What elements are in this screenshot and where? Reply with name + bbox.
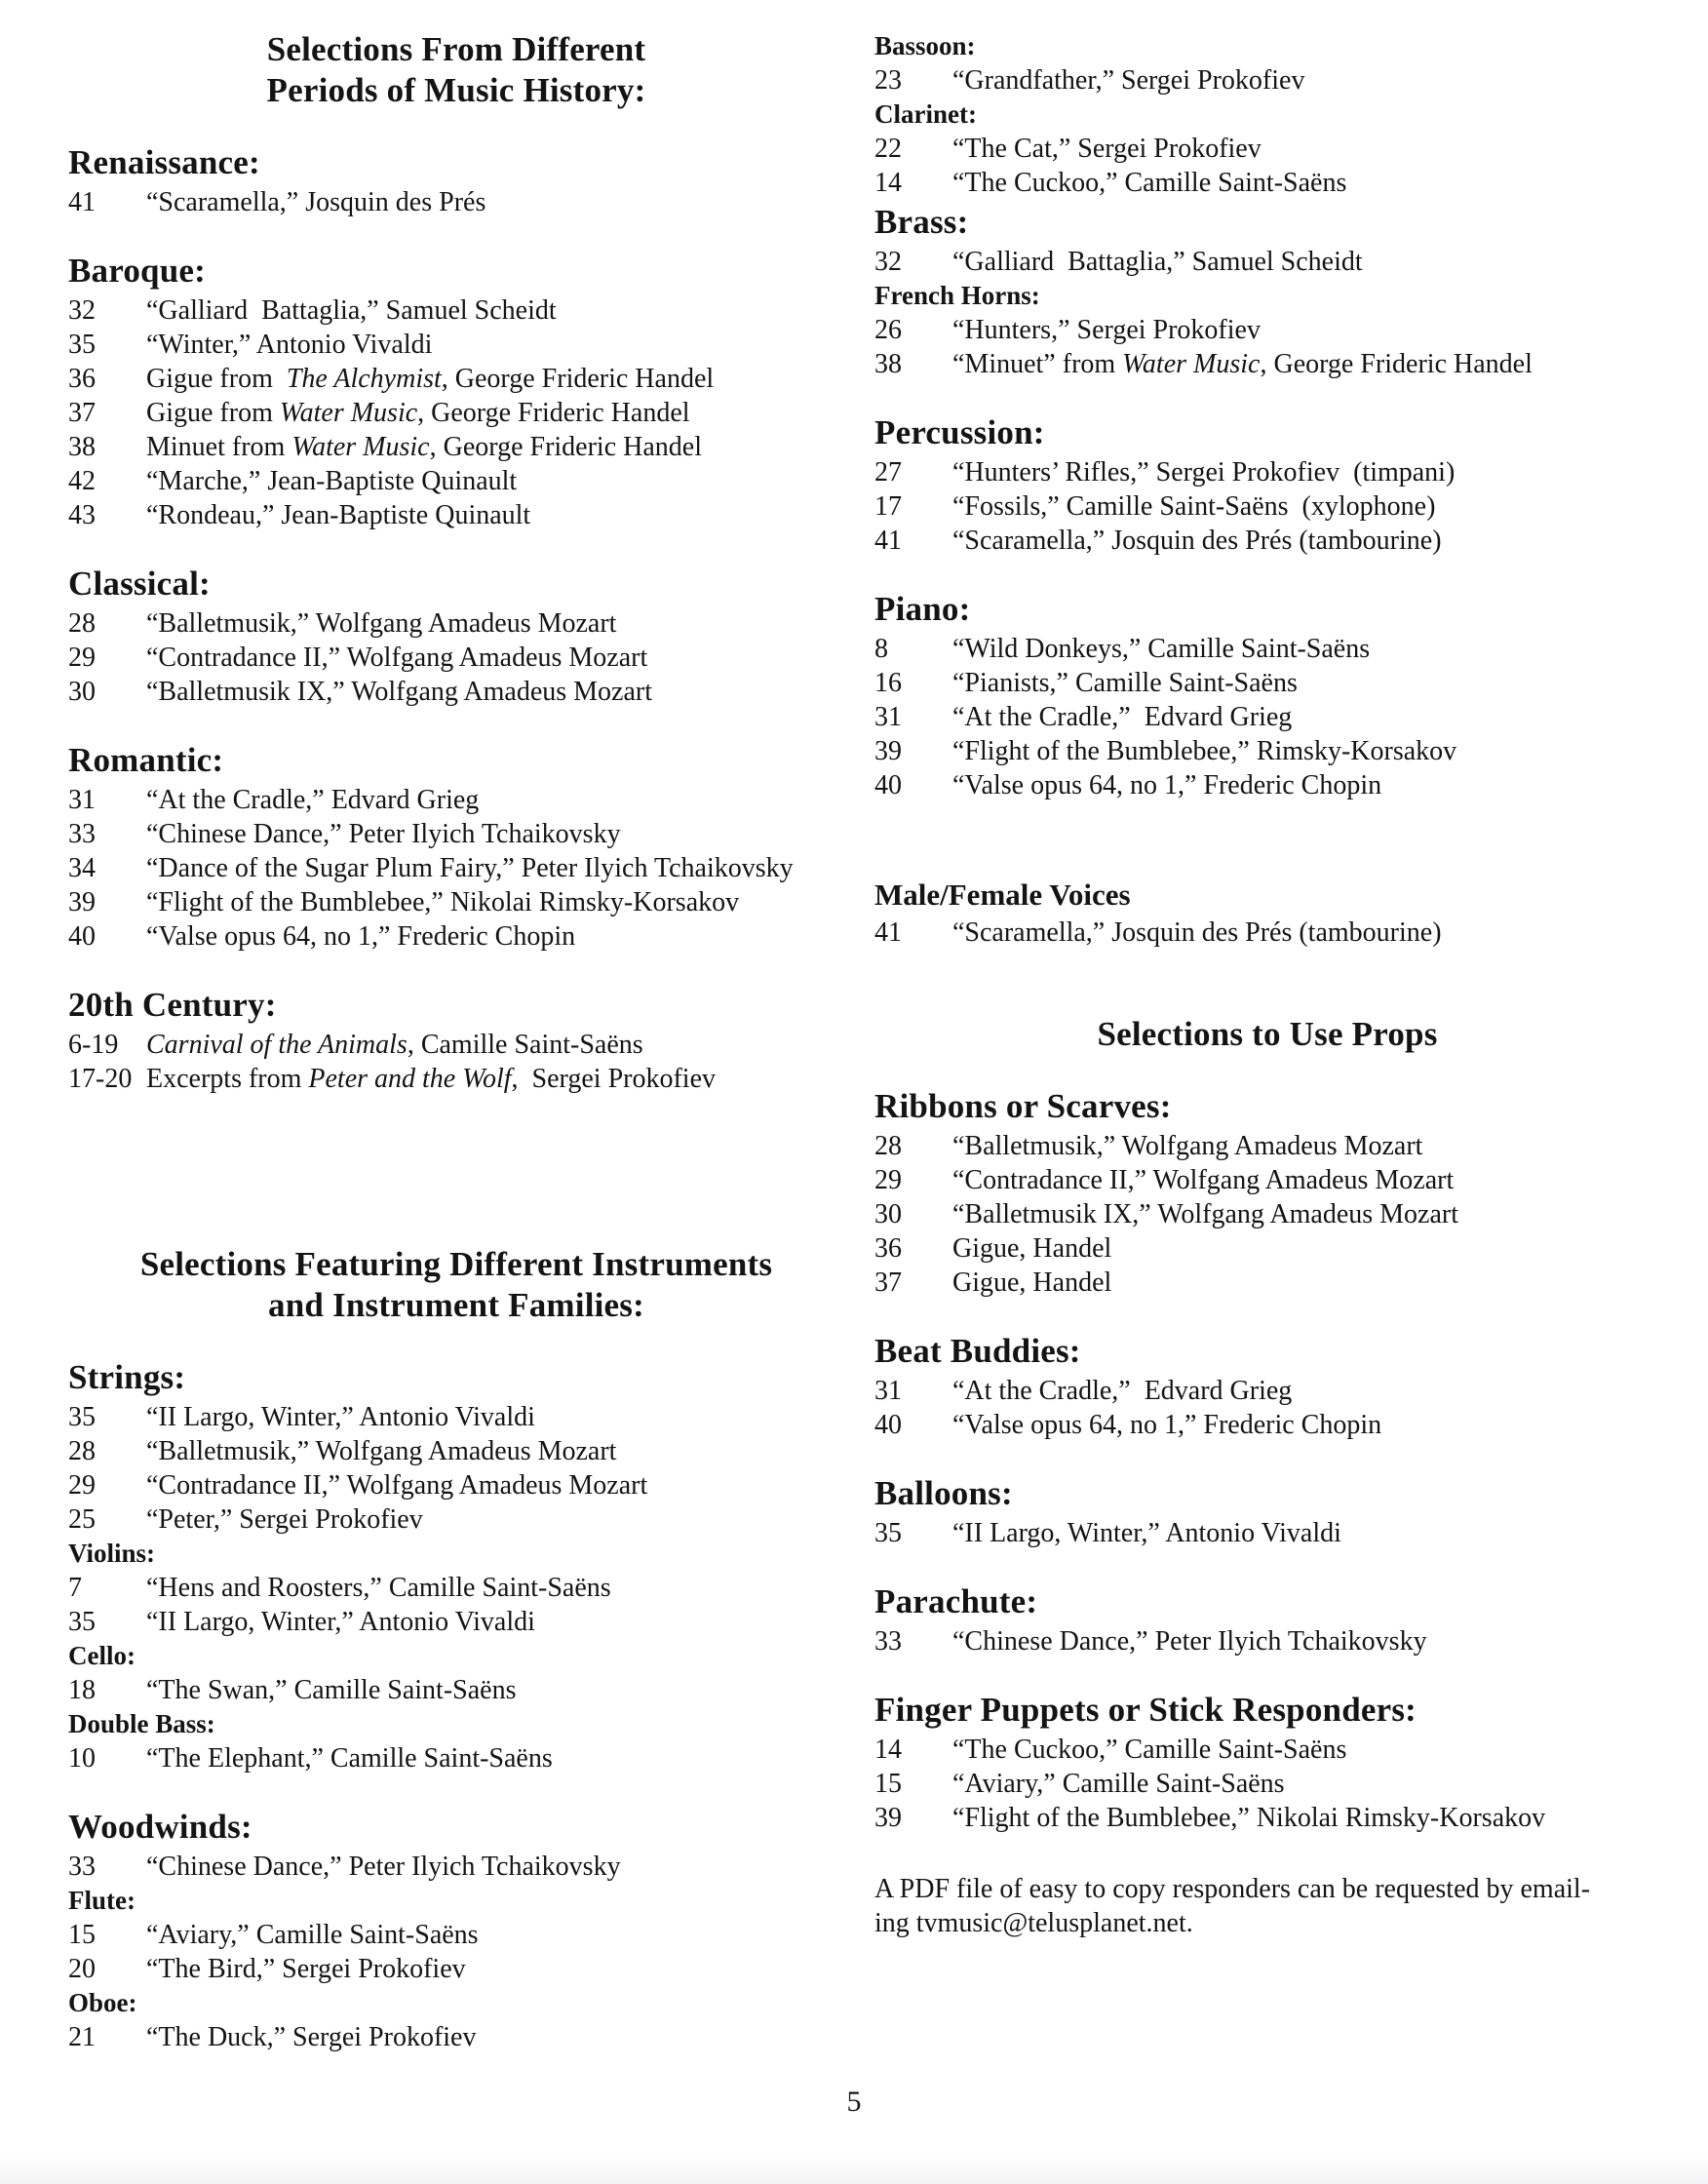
list-item bbox=[68, 1918, 844, 1952]
item-text: Minuet from Water Music, George Frideric Handel bbox=[146, 432, 702, 462]
list-item bbox=[874, 1767, 1660, 1801]
heading-male-female-voices: Male/Female Voices bbox=[874, 878, 1131, 912]
list-item bbox=[68, 885, 844, 919]
item-text: “The Cuckoo,” Camille Saint-Saëns bbox=[952, 1735, 1347, 1765]
item-text: “Scaramella,” Josquin des Prés (tambourine) bbox=[952, 526, 1442, 556]
item-text: “Scaramella,” Josquin des Prés bbox=[146, 187, 486, 217]
item-page-ref: 35 bbox=[874, 1518, 902, 1548]
item-text: “At the Cradle,” Edvard Grieg bbox=[952, 702, 1293, 732]
item-page-ref: 35 bbox=[68, 1402, 96, 1432]
heading-woodwinds: Woodwinds: bbox=[68, 1808, 252, 1846]
section-title-line: Selections to Use Props bbox=[1097, 1015, 1438, 1053]
heading-french-horns: French Horns: bbox=[874, 281, 1040, 310]
list-item bbox=[68, 1850, 844, 1884]
left-column bbox=[68, 29, 844, 2054]
item-page-ref: 28 bbox=[874, 1131, 902, 1161]
item-text: “II Largo, Winter,” Antonio Vivaldi bbox=[952, 1518, 1341, 1548]
item-page-ref: 40 bbox=[874, 770, 902, 800]
heading-ribbons-or-scarves: Ribbons or Scarves: bbox=[874, 1087, 1172, 1125]
list-item bbox=[874, 1624, 1660, 1658]
item-page-ref: 38 bbox=[874, 349, 902, 379]
list-item bbox=[874, 313, 1660, 347]
item-text: “Grandfather,” Sergei Prokofiev bbox=[952, 65, 1305, 96]
item-page-ref: 14 bbox=[874, 168, 902, 198]
section-title-line: and Instrument Families: bbox=[268, 1286, 644, 1324]
item-text: “Chinese Dance,” Peter Ilyich Tchaikovsky bbox=[146, 1852, 621, 1882]
item-text: “Aviary,” Camille Saint-Saëns bbox=[146, 1920, 479, 1950]
item-text: “Winter,” Antonio Vivaldi bbox=[146, 330, 433, 360]
list-item bbox=[874, 524, 1660, 558]
item-page-ref: 40 bbox=[874, 1410, 902, 1440]
list-item bbox=[874, 1129, 1660, 1163]
item-text: “Rondeau,” Jean-Baptiste Quinault bbox=[146, 500, 531, 530]
list-item bbox=[874, 132, 1660, 166]
item-page-ref: 29 bbox=[68, 1470, 96, 1501]
item-page-ref: 15 bbox=[874, 1769, 902, 1799]
list-item bbox=[68, 1673, 844, 1707]
section-title-selections-featuring-different-instruments bbox=[68, 1244, 844, 1326]
item-text: “Peter,” Sergei Prokofiev bbox=[146, 1504, 423, 1535]
item-page-ref: 32 bbox=[68, 295, 96, 326]
item-text: “Dance of the Sugar Plum Fairy,” Peter Ilyich Tchaikovsky bbox=[146, 853, 794, 883]
section-title-selections-to-use-props bbox=[874, 1014, 1660, 1055]
heading-percussion: Percussion: bbox=[874, 413, 1045, 451]
section-title-line: Selections From Different bbox=[266, 30, 646, 68]
list-item bbox=[68, 293, 844, 328]
list-item bbox=[68, 328, 844, 362]
list-item bbox=[874, 1408, 1660, 1442]
item-text: “The Bird,” Sergei Prokofiev bbox=[146, 1954, 466, 1984]
item-page-ref: 14 bbox=[874, 1735, 902, 1765]
heading-flute: Flute: bbox=[68, 1886, 136, 1915]
list-item bbox=[874, 1163, 1660, 1197]
item-page-ref: 35 bbox=[68, 1607, 96, 1637]
list-item bbox=[874, 1733, 1660, 1767]
item-text: “The Elephant,” Camille Saint-Saëns bbox=[146, 1743, 553, 1774]
item-page-ref: 29 bbox=[874, 1165, 902, 1195]
heading-oboe: Oboe: bbox=[68, 1988, 137, 2017]
list-item bbox=[874, 666, 1660, 700]
item-page-ref: 27 bbox=[874, 457, 902, 488]
list-item bbox=[68, 464, 844, 498]
heading-bassoon: Bassoon: bbox=[874, 31, 976, 60]
item-text: “Flight of the Bumblebee,” Nikolai Rimsky-Korsakov bbox=[146, 887, 740, 917]
list-item bbox=[68, 851, 844, 885]
heading-finger-puppets-or-stick-responders: Finger Puppets or Stick Responders: bbox=[874, 1691, 1417, 1729]
item-text: “At the Cradle,” Edvard Grieg bbox=[952, 1376, 1293, 1406]
item-page-ref: 33 bbox=[874, 1626, 902, 1657]
heading-clarinet: Clarinet: bbox=[874, 99, 977, 129]
item-text: “Hens and Roosters,” Camille Saint-Saëns bbox=[146, 1573, 611, 1603]
heading-romantic: Romantic: bbox=[68, 741, 224, 779]
list-item bbox=[874, 768, 1660, 802]
heading-brass: Brass: bbox=[874, 203, 969, 241]
list-item bbox=[68, 1028, 844, 1062]
list-item bbox=[68, 1468, 844, 1502]
heading-renaissance: Renaissance: bbox=[68, 143, 260, 181]
page-number: 5 bbox=[846, 2086, 862, 2118]
list-item bbox=[68, 362, 844, 396]
item-page-ref: 34 bbox=[68, 853, 96, 883]
list-item bbox=[68, 675, 844, 709]
footer-note bbox=[874, 1872, 1660, 1940]
item-page-ref: 30 bbox=[874, 1199, 902, 1229]
item-page-ref: 36 bbox=[874, 1233, 902, 1264]
item-page-ref: 40 bbox=[68, 921, 96, 952]
list-item bbox=[68, 396, 844, 430]
item-text: “II Largo, Winter,” Antonio Vivaldi bbox=[146, 1402, 535, 1432]
list-item bbox=[68, 783, 844, 817]
list-item bbox=[68, 430, 844, 464]
item-page-ref: 16 bbox=[874, 668, 902, 698]
item-text: Gigue, Handel bbox=[952, 1233, 1112, 1264]
list-item bbox=[874, 1197, 1660, 1231]
item-page-ref: 17-20 bbox=[68, 1064, 133, 1094]
item-page-ref: 31 bbox=[68, 785, 96, 815]
item-page-ref: 36 bbox=[68, 364, 96, 394]
item-page-ref: 41 bbox=[68, 187, 96, 217]
item-text: “Minuet” from Water Music, George Frideric Handel bbox=[952, 349, 1533, 379]
list-item bbox=[68, 1502, 844, 1537]
list-item bbox=[68, 1605, 844, 1639]
heading-beat-buddies: Beat Buddies: bbox=[874, 1332, 1081, 1370]
item-text: “Valse opus 64, no 1,” Frederic Chopin bbox=[952, 770, 1382, 800]
item-page-ref: 38 bbox=[68, 432, 96, 462]
heading-double-bass: Double Bass: bbox=[68, 1709, 215, 1738]
item-page-ref: 31 bbox=[874, 1376, 902, 1406]
item-text: “Wild Donkeys,” Camille Saint-Saëns bbox=[952, 634, 1371, 664]
heading-20th-century: 20th Century: bbox=[68, 986, 277, 1024]
item-text: “Marche,” Jean-Baptiste Quinault bbox=[146, 466, 518, 496]
item-text: Carnival of the Animals, Camille Saint-Saëns bbox=[146, 1030, 643, 1060]
item-page-ref: 31 bbox=[874, 702, 902, 732]
item-page-ref: 32 bbox=[874, 247, 902, 277]
list-item bbox=[874, 166, 1660, 200]
item-page-ref: 25 bbox=[68, 1504, 96, 1535]
item-text: “II Largo, Winter,” Antonio Vivaldi bbox=[146, 1607, 535, 1637]
heading-parachute: Parachute: bbox=[874, 1582, 1038, 1620]
item-text: “At the Cradle,” Edvard Grieg bbox=[146, 785, 480, 815]
list-item bbox=[68, 606, 844, 641]
heading-cello: Cello: bbox=[68, 1641, 136, 1670]
list-item bbox=[874, 245, 1660, 279]
footer-note-line: A PDF file of easy to copy responders can be requested by email- bbox=[874, 1874, 1591, 1904]
item-text: “Pianists,” Camille Saint-Saëns bbox=[952, 668, 1298, 698]
item-text: “Chinese Dance,” Peter Ilyich Tchaikovsky bbox=[952, 1626, 1427, 1657]
item-page-ref: 10 bbox=[68, 1743, 96, 1774]
list-item bbox=[68, 919, 844, 954]
list-item bbox=[874, 916, 1660, 950]
list-item bbox=[874, 1231, 1660, 1266]
item-page-ref: 15 bbox=[68, 1920, 96, 1950]
list-item bbox=[874, 734, 1660, 768]
item-page-ref: 41 bbox=[874, 526, 902, 556]
item-text: “The Cat,” Sergei Prokofiev bbox=[952, 134, 1262, 164]
item-page-ref: 17 bbox=[874, 491, 902, 522]
item-page-ref: 43 bbox=[68, 500, 96, 530]
item-text: “Galliard Battaglia,” Samuel Scheidt bbox=[952, 247, 1363, 277]
item-text: “Balletmusik,” Wolfgang Amadeus Mozart bbox=[146, 608, 617, 639]
list-item bbox=[68, 817, 844, 851]
heading-baroque: Baroque: bbox=[68, 252, 206, 290]
list-item bbox=[874, 1801, 1660, 1835]
item-text: “Balletmusik IX,” Wolfgang Amadeus Mozart bbox=[952, 1199, 1458, 1229]
item-text: “Valse opus 64, no 1,” Frederic Chopin bbox=[146, 921, 576, 952]
item-text: Gigue from Water Music, George Frideric Handel bbox=[146, 398, 690, 428]
list-item bbox=[68, 1952, 844, 1986]
item-text: “The Duck,” Sergei Prokofiev bbox=[146, 2022, 477, 2052]
footer-note-line: ing tvmusic@telusplanet.net. bbox=[874, 1908, 1193, 1938]
section-title-line: Periods of Music History: bbox=[266, 71, 646, 109]
list-item bbox=[874, 700, 1660, 734]
item-page-ref: 39 bbox=[874, 736, 902, 766]
item-page-ref: 37 bbox=[874, 1268, 902, 1298]
list-item bbox=[68, 185, 844, 219]
heading-violins: Violins: bbox=[68, 1539, 156, 1568]
item-page-ref: 30 bbox=[68, 677, 96, 707]
list-item bbox=[68, 1400, 844, 1434]
list-item bbox=[68, 2020, 844, 2054]
item-text: “Balletmusik,” Wolfgang Amadeus Mozart bbox=[952, 1131, 1423, 1161]
item-page-ref: 7 bbox=[68, 1573, 82, 1603]
item-page-ref: 39 bbox=[68, 887, 96, 917]
list-item bbox=[874, 63, 1660, 98]
item-text: “Hunters,” Sergei Prokofiev bbox=[952, 315, 1261, 345]
item-page-ref: 39 bbox=[874, 1803, 902, 1833]
item-page-ref: 42 bbox=[68, 466, 96, 496]
list-item bbox=[874, 1266, 1660, 1300]
item-page-ref: 6-19 bbox=[68, 1030, 119, 1060]
list-item bbox=[874, 455, 1660, 489]
item-text: “Flight of the Bumblebee,” Nikolai Rimsky-Korsakov bbox=[952, 1803, 1546, 1833]
list-item bbox=[68, 1571, 844, 1605]
item-page-ref: 18 bbox=[68, 1675, 96, 1705]
item-text: “Flight of the Bumblebee,” Rimsky-Korsakov bbox=[952, 736, 1457, 766]
item-text: “Valse opus 64, no 1,” Frederic Chopin bbox=[952, 1410, 1382, 1440]
heading-classical: Classical: bbox=[68, 565, 211, 603]
item-text: “Contradance II,” Wolfgang Amadeus Mozart bbox=[952, 1165, 1455, 1195]
item-text: “The Swan,” Camille Saint-Saëns bbox=[146, 1675, 517, 1705]
right-column bbox=[874, 29, 1660, 1940]
item-text: “Aviary,” Camille Saint-Saëns bbox=[952, 1769, 1285, 1799]
item-page-ref: 28 bbox=[68, 1436, 96, 1466]
item-text: “Galliard Battaglia,” Samuel Scheidt bbox=[146, 295, 557, 326]
item-page-ref: 26 bbox=[874, 315, 902, 345]
list-item bbox=[874, 632, 1660, 666]
item-text: “The Cuckoo,” Camille Saint-Saëns bbox=[952, 168, 1347, 198]
list-item bbox=[874, 489, 1660, 524]
item-page-ref: 33 bbox=[68, 819, 96, 849]
list-item bbox=[874, 347, 1660, 381]
item-text: Gigue, Handel bbox=[952, 1268, 1112, 1298]
item-text: Excerpts from Peter and the Wolf, Sergei Prokofiev bbox=[146, 1064, 716, 1094]
item-page-ref: 41 bbox=[874, 917, 902, 948]
item-text: “Balletmusik,” Wolfgang Amadeus Mozart bbox=[146, 1436, 617, 1466]
list-item bbox=[68, 1741, 844, 1775]
item-text: “Contradance II,” Wolfgang Amadeus Mozart bbox=[146, 643, 648, 673]
item-text: Gigue from The Alchymist, George Frideric Handel bbox=[146, 364, 715, 394]
section-title-selections-from-different bbox=[68, 29, 844, 111]
item-text: “Contradance II,” Wolfgang Amadeus Mozart bbox=[146, 1470, 648, 1501]
list-item bbox=[68, 1062, 844, 1096]
item-page-ref: 33 bbox=[68, 1852, 96, 1882]
item-page-ref: 22 bbox=[874, 134, 902, 164]
item-page-ref: 20 bbox=[68, 1954, 96, 1984]
item-page-ref: 8 bbox=[874, 634, 888, 664]
list-item bbox=[874, 1516, 1660, 1550]
list-item bbox=[68, 1434, 844, 1468]
item-page-ref: 23 bbox=[874, 65, 902, 96]
section-title-line: Selections Featuring Different Instruments bbox=[139, 1245, 773, 1283]
list-item bbox=[874, 1374, 1660, 1408]
item-page-ref: 29 bbox=[68, 643, 96, 673]
heading-balloons: Balloons: bbox=[874, 1474, 1013, 1512]
heading-piano: Piano: bbox=[874, 590, 971, 628]
page-bottom-shadow bbox=[0, 2155, 1708, 2184]
list-item bbox=[68, 498, 844, 532]
item-text: “Balletmusik IX,” Wolfgang Amadeus Mozart bbox=[146, 677, 652, 707]
item-page-ref: 37 bbox=[68, 398, 96, 428]
list-item bbox=[68, 641, 844, 675]
item-page-ref: 21 bbox=[68, 2022, 96, 2052]
item-page-ref: 35 bbox=[68, 330, 96, 360]
item-text: “Hunters’ Rifles,” Sergei Prokofiev (timpani) bbox=[952, 457, 1456, 488]
item-page-ref: 28 bbox=[68, 608, 96, 639]
item-text: “Chinese Dance,” Peter Ilyich Tchaikovsky bbox=[146, 819, 621, 849]
item-text: “Scaramella,” Josquin des Prés (tambourine) bbox=[952, 917, 1442, 948]
item-text: “Fossils,” Camille Saint-Saëns (xylophone) bbox=[952, 491, 1436, 522]
heading-strings: Strings: bbox=[68, 1358, 186, 1396]
